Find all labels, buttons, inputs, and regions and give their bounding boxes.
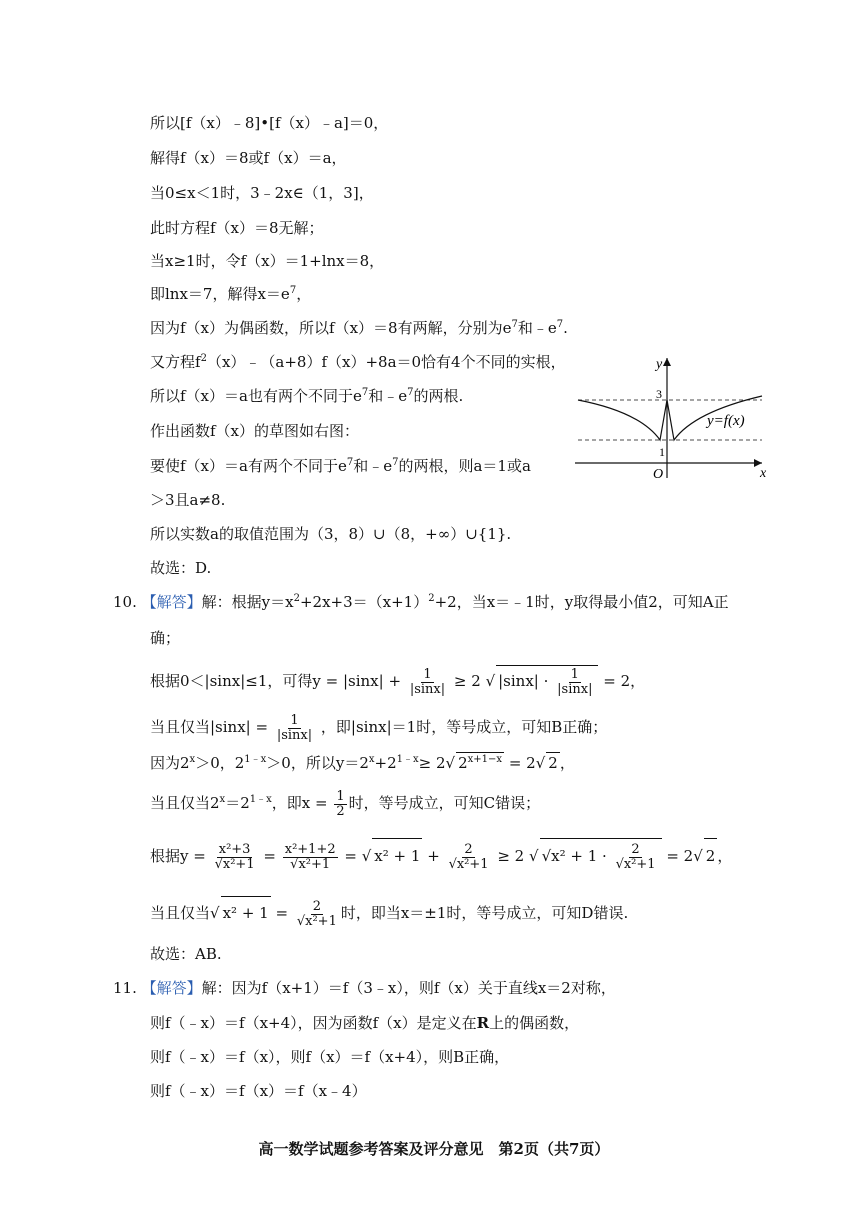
text-span: +2，当x＝﹣1时，y取得最小值2，可知A正	[434, 593, 729, 611]
exponent: 7	[346, 457, 354, 468]
text-span: = 2，	[603, 672, 646, 690]
text-span: √x² + 1 ·	[541, 847, 607, 865]
fraction	[555, 668, 594, 697]
text-span: = 2	[666, 847, 694, 865]
exponent: 1﹣x	[396, 754, 419, 765]
formula-line	[150, 788, 540, 819]
formula-line: 当且仅当√ x² + 1 = $\frac{2}{\text{√x²+1}}$ 时，即当x＝±1时，等号成立，可知D错误.	[150, 896, 628, 929]
numerator: 2	[464, 841, 473, 857]
exponent: 1﹣x	[244, 754, 267, 765]
exponent: 2	[428, 593, 435, 604]
numerator: 1	[290, 712, 299, 728]
radicand: x² + 1	[221, 896, 271, 929]
page-footer: 高一数学试题参考答案及评分意见 第2页（共7页）	[258, 1140, 610, 1158]
text-span: 根据0＜|sinx|≤1，可得y = |sinx| +	[150, 672, 402, 690]
origin-label: O	[653, 467, 664, 482]
denominator: √x²+1	[214, 856, 255, 872]
text-span: ≥ 2	[497, 847, 525, 865]
text-line: 则f（﹣x）＝f（x），则f（x）＝f（x+4），则B正确，	[150, 1048, 510, 1066]
radicand	[456, 752, 504, 773]
radicand	[540, 838, 662, 873]
fraction	[213, 843, 257, 872]
text-span: 当且仅当	[150, 904, 211, 922]
text-span: ，即|sinx|＝1时，等号成立，可知B正确；	[320, 718, 608, 736]
x-axis-label: x	[760, 466, 767, 481]
exponent: x	[368, 754, 375, 765]
denominator: √x²+1	[296, 913, 337, 929]
curve-label: y=f(x)	[707, 413, 745, 429]
text-span: ＞0，所以y＝2	[266, 754, 369, 772]
radicand: x² + 1	[372, 838, 422, 873]
text-span: 当且仅当2	[150, 794, 220, 812]
text-span: ，	[559, 754, 575, 772]
text-line: 当0≤x＜1时，3﹣2x∈（1，3]，	[150, 184, 374, 202]
text-span: ＞0，2	[195, 754, 245, 772]
fraction	[614, 843, 658, 872]
exponent: 7	[511, 319, 518, 330]
formula-line	[150, 712, 607, 743]
question-number: 10.	[113, 593, 137, 611]
y-axis-label: y	[656, 357, 663, 372]
fraction	[334, 790, 346, 819]
numerator: 1	[336, 788, 345, 804]
question-number: 11.	[113, 979, 137, 997]
text-span: 时，即当x＝±1时，等号成立，可知D错误.	[340, 904, 629, 922]
question-10-line	[113, 592, 729, 612]
text-line: 此时方程f（x）＝8无解；	[150, 219, 324, 237]
text-line	[150, 1013, 579, 1033]
text-span: 因为f（x）为偶函数，所以f（x）＝8有两解，分别为e	[150, 319, 512, 337]
numerator: 2	[312, 898, 321, 914]
y-axis-arrow-icon	[663, 358, 671, 366]
text-span: = 2	[508, 754, 536, 772]
fraction	[275, 714, 314, 743]
text-span: 的两根，则a＝1或a	[398, 457, 531, 475]
text-line	[150, 284, 311, 304]
text-line: 故选：D.	[150, 559, 212, 577]
text-line	[150, 386, 463, 406]
text-span: ，	[296, 285, 312, 303]
text-span: |sinx| ·	[498, 672, 549, 690]
exponent: 7	[392, 457, 399, 468]
text-span: 和﹣e	[353, 457, 393, 475]
exponent: 7	[556, 319, 564, 330]
text-line	[150, 318, 568, 338]
numerator: 2	[631, 841, 640, 857]
text-span: 又方程f	[150, 353, 201, 371]
text-span: 所以f（x）＝a也有两个不同于e	[150, 387, 362, 405]
text-line: 则f（﹣x）＝f（x）＝f（x﹣4）	[150, 1082, 367, 1100]
radicand: 2	[548, 754, 558, 772]
denominator: |sinx|	[409, 681, 446, 697]
exponent: 1﹣x	[249, 794, 272, 805]
exponent: 7	[289, 285, 297, 296]
text-span: 上的偶函数，	[489, 1014, 580, 1032]
denominator: 2	[336, 803, 345, 819]
text-span: ，	[717, 847, 733, 865]
text-line	[150, 456, 531, 476]
formula-line: 根据y = $\frac{\text{x²+3}}{\text{√x²+1}}$ = $\frac{\text{x²+1+2}}{\text{√x²+1}}$ = √ x² + 1 + $\frac{2}{\text{√x²+1}}$ ≥ 2 √ √x² + 1 · $\frac{2}{\text{√x²+1}}$ = 2√ 2 ，	[150, 838, 732, 873]
text-line: ＞3且a≠8.	[150, 491, 226, 509]
text-span: .	[563, 319, 568, 337]
formula-line: 因为$2^x>0$，$2^{1﹣x}>0$，所以$y=2^x+2^{1﹣x}\ge 2√$ $2^{x+1-x} = 2√$ 2 ，	[150, 754, 575, 772]
fraction	[295, 900, 339, 929]
text-span: +2x+3＝（x+1）	[299, 593, 429, 611]
text-span: ≥ 2	[418, 754, 446, 772]
text-span: 和﹣e	[517, 319, 557, 337]
text-span: 和﹣e	[368, 387, 408, 405]
denominator: |sinx|	[276, 727, 313, 743]
exponent: 2	[293, 593, 300, 604]
text-span: +	[427, 847, 440, 865]
sqrt-sign: √	[485, 672, 496, 690]
answer-tag: 【解答】	[141, 593, 202, 611]
text-span: =	[344, 847, 357, 865]
question-11-line	[113, 978, 616, 998]
text-span: （x）﹣（a+8）f（x）+8a＝0恰有4个不同的实根，	[206, 353, 566, 371]
fraction	[408, 668, 447, 697]
exponent: x+1−x	[467, 754, 503, 765]
text-span: =	[263, 847, 276, 865]
tick-label-1: 1	[659, 445, 665, 459]
denominator: |sinx|	[557, 681, 593, 697]
exponent: 7	[361, 387, 369, 398]
function-graph	[570, 350, 770, 485]
text-span: 2	[458, 754, 468, 772]
text-span: 时，等号成立，可知C错误；	[348, 794, 541, 812]
text-span: 即lnx＝7，解得x＝e	[150, 285, 290, 303]
text-span: =	[275, 904, 289, 922]
numerator: x²+3	[218, 841, 251, 857]
text-span: 解：因为f（x+1）＝f（3﹣x），则f（x）关于直线x＝2对称，	[201, 979, 616, 997]
text-span: 的两根.	[413, 387, 464, 405]
answer-tag: 【解答】	[141, 979, 202, 997]
numerator: 1	[570, 666, 579, 682]
fraction	[447, 843, 491, 872]
text-line: 所以[f（x）﹣8]•[f（x）﹣a]＝0，	[150, 114, 389, 132]
text-line	[150, 352, 566, 372]
radicand: 2	[704, 838, 718, 873]
text-span: 要使f（x）＝a有两个不同于e	[150, 457, 347, 475]
text-line: 作出函数f（x）的草图如右图：	[150, 422, 360, 440]
text-line: 当x≥1时，令f（x）＝1+lnx＝8，	[150, 252, 385, 270]
text-span: 解：根据y＝x	[201, 593, 294, 611]
real-numbers-symbol: R	[476, 1014, 490, 1032]
text-line: 确；	[150, 629, 181, 647]
radicand	[496, 665, 598, 697]
text-span: 则f（﹣x）＝f（x+4），因为函数f（x）是定义在	[150, 1014, 477, 1032]
exponent: x	[189, 754, 196, 765]
text-span: ≥ 2	[453, 672, 481, 690]
exponent: 2	[200, 353, 207, 364]
text-span: ，即x =	[271, 794, 328, 812]
fraction	[283, 843, 338, 872]
text-line: 所以实数a的取值范围为（3，8）∪（8，+∞）∪{1}.	[150, 525, 512, 543]
text-span: +2	[374, 754, 397, 772]
text-span: 当且仅当|sinx| =	[150, 718, 269, 736]
exponent: 7	[407, 387, 414, 398]
text-span: 根据y =	[150, 847, 206, 865]
text-line: 故选：AB.	[150, 945, 222, 963]
denominator: √x²+1	[615, 856, 656, 872]
denominator: √x²+1	[290, 856, 331, 872]
text-span: ＝2	[225, 794, 250, 812]
text-span: 因为2	[150, 754, 190, 772]
numerator: x²+1+2	[284, 841, 336, 857]
formula-line	[150, 665, 645, 697]
numerator: 1	[423, 666, 432, 682]
tick-label-3: 3	[656, 387, 662, 401]
denominator: √x²+1	[448, 856, 489, 872]
exponent: x	[219, 794, 226, 805]
text-line: 解得f（x）＝8或f（x）＝a，	[150, 149, 347, 167]
